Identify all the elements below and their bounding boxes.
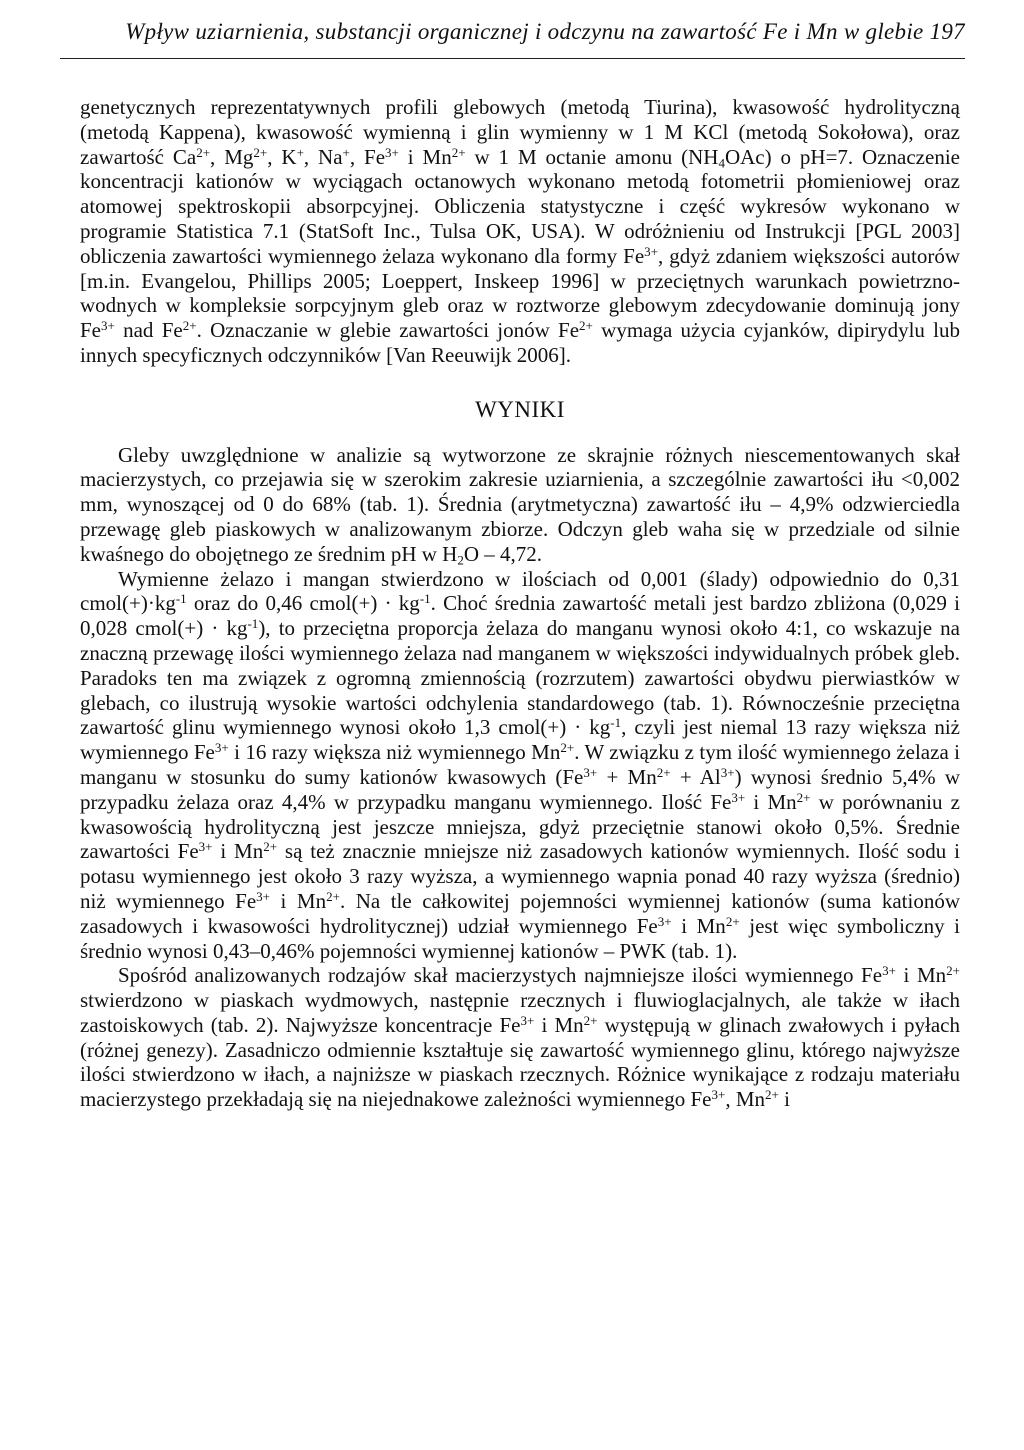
running-title: Wpływ uziarnienia, substancji organicznej i odczynu na zawartość Fe i Mn w glebie 197: [125, 19, 965, 44]
running-header: [60, 6, 965, 59]
article-body: [80, 95, 960, 1112]
paragraph-results-3: Spośród analizowanych rodzajów skał macierzystych najmniejsze ilości wymiennego $Fe^{3+}$ i $Mn^{2+}$ stwierdzono w piaskach wydmowych, następnie rzecznych i fluwioglacjalnych, ale także w iłach zastoiskowych (tab. 2). Najwyższe koncentracje $Fe^{3+}$ i $Mn^{2+}$ występują w glinach zwałowych i pyłach (różnej genezy). Zasadniczo odmiennie kształtuje się zawartość wymiennego glinu, którego najwyższe ilości stwierdzono w iłach, a najniższe w piaskach rzecznych. Różnice wynikające z rodzaju materiału macierzystego przekładają się na niejednakowe zależności wymiennego $Fe^{3+}$, $Mn^{2+}$ i: [80, 963, 960, 1112]
paragraph-results-2: Wymienne żelazo i mangan stwierdzono w ilościach od 0,001 (ślady) odpowiednio do 0,31 $cmol(+)\cdot kg^{-1}$ oraz do 0,46 cmol(+) · $kg^{-1}$. Choć średnia zawartość metali jest bardzo zbliżona (0,029 i 0,028 cmol(+) · $kg^{-1}$), to przeciętna proporcja żelaza do manganu wynosi około 4:1, co wskazuje na znaczną przewagę ilości wymiennego żelaza nad manganem w większości indywidualnych próbek gleb. Paradoks ten ma związek z ogromną zmiennością (rozrzutem) zawartości obydwu pierwiastków w glebach, co ilustrują wysokie wartości odchylenia standardowego (tab. 1). Równocześnie przeciętna zawartość glinu wymiennego wynosi około 1,3 cmol(+) · $kg^{-1}$, czyli jest niemal 13 razy większa niż wymiennego $Fe^{3+}$ i 16 razy większa niż wymiennego $Mn^{2+}$. W związku z tym ilość wymiennego żelaza i manganu w stosunku do sumy kationów kwasowych $(Fe^{3+} + Mn^{2+} + Al^{3+})$ wynosi średnio 5,4% w przypadku żelaza oraz 4,4% w przypadku manganu wymiennego. Ilość $Fe^{3+}$ i $Mn^{2+}$ w porównaniu z kwasowością hydrolityczną jest jeszcze mniejsza, gdyż przeciętnie stanowi około 0,5%. Średnie zawartości $Fe^{3+}$ i $Mn^{2+}$ są też znacznie mniejsze niż zasadowych kationów wymiennych. Ilość sodu i potasu wymiennego jest około 3 razy wyższa, a wymiennego wapnia ponad 40 razy wyższa (średnio) niż wymiennego $Fe^{3+}$ i $Mn^{2+}$. Na tle całkowitej pojemności wymiennej kationów (suma kationów zasadowych i kwasowości hydrolitycznej) udział wymiennego $Fe^{3+}$ i $Mn^{2+}$ jest więc symboliczny i średnio wynosi 0,43–0,46% pojemności wymiennej kationów – PWK (tab. 1).: [80, 566, 961, 963]
paragraph-results-1: Gleby uwzględnione w analizie są wytworzone ze skrajnie różnych niescementowanych skał macierzystych, co przejawia się w szerokim zakresie uziarnienia, a szczególnie zawartości iłu <0,002 mm, wynoszącej od 0 do 68% (tab. 1). Średnia (arytmetyczna) zawartość iłu – 4,9% odzwierciedla przewagę gleb piaskowych w analizowanym zbiorze. Odczyn gleb waha się w przedziale od silnie kwaśnego do obojętnego ze średnim pH w $H_2O - 4,72$.: [80, 442, 960, 567]
section-heading-results: WYNIKI: [475, 396, 565, 422]
paragraph-methods-continued: genetycznych reprezentatywnych profili glebowych (metodą Tiurina), kwasowość hydrolityczną (metodą Kappena), kwasowość wymienną i glin wymienny w 1 M KCl (metodą Sokołowa), oraz zawartość $Ca^{2+}$, $Mg^{2+}$, K+, Na+, $Fe^{3+}$ i $Mn^{2+}$ w 1 M octanie amonu $(NH_4OAc)$ o pH=7. Oznaczenie koncentracji kationów w wyciągach octanowych wykonano metodą fotometrii płomieniowej oraz atomowej spektroskopii absorpcyjnej. Obliczenia statystyczne i część wykresów wykonano w programie Statistica 7.1 (StatSoft Inc., Tulsa OK, USA). W odróżnieniu od Instrukcji [PGL 2003] obliczenia zawartości wymiennego żelaza wykonano dla formy $Fe^{3+}$, gdyż zdaniem większości autorów [m.in. Evangelou, Phillips 2005; Loeppert, Inskeep 1996] w przeciętnych warunkach powietrzno-wodnych w kompleksie sorpcyjnym gleb oraz w roztworze glebowym zdecydowanie dominują jony $Fe^{3+}$ nad $Fe^{2+}$. Oznaczanie w glebie zawartości jonów $Fe^{2+}$ wymaga użycia cyjanków, dipirydylu lub innych specyficznych odczynników [Van Reeuwijk 2006].: [80, 95, 960, 367]
